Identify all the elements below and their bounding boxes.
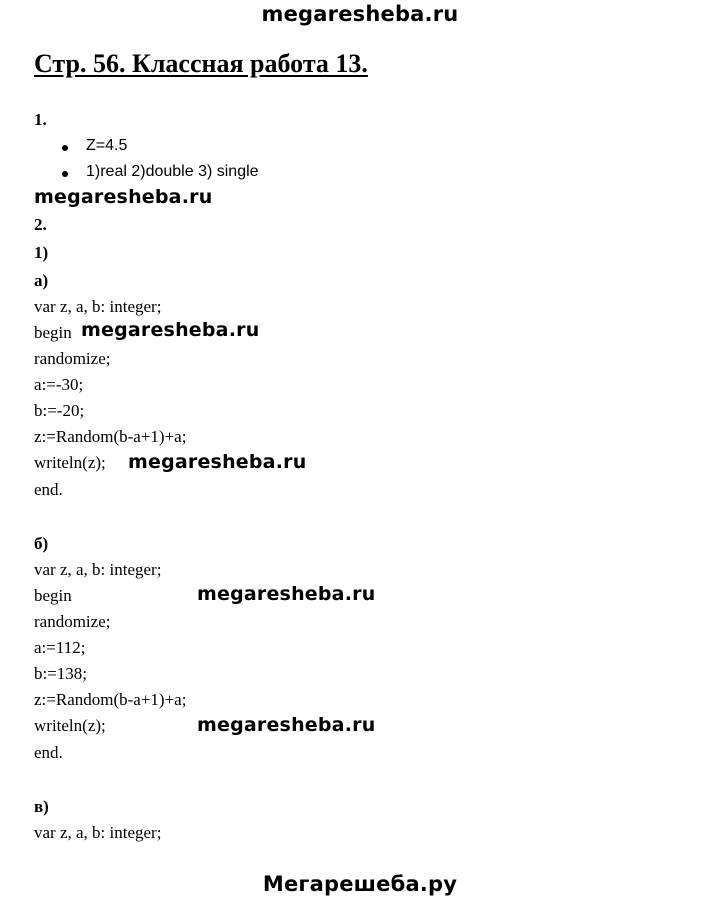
watermark-3: megaresheba.ru: [128, 451, 307, 473]
code-line: begin: [34, 586, 72, 605]
code-line: writeln(z);: [34, 716, 106, 735]
part-c-label: в): [34, 797, 49, 816]
task-1-number: 1.: [34, 110, 47, 129]
code-line: b:=-20;: [34, 401, 85, 420]
code-line: var z, a, b: integer;: [34, 560, 162, 579]
code-line: end.: [34, 743, 63, 762]
code-line: a:=112;: [34, 638, 86, 657]
watermark-5: megaresheba.ru: [197, 714, 376, 736]
watermark-2: megaresheba.ru: [81, 319, 260, 341]
code-line: a:=-30;: [34, 375, 84, 394]
task-2-number: 2.: [34, 215, 47, 234]
code-line: z:=Random(b-a+1)+a;: [34, 427, 187, 446]
code-line: var z, a, b: integer;: [34, 823, 162, 842]
code-line: var z, a, b: integer;: [34, 297, 162, 316]
part-b-label: б): [34, 534, 49, 553]
part-a-label: а): [34, 271, 49, 290]
task-2-subnumber: 1): [34, 243, 49, 262]
page-title: Стр. 56. Классная работа 13.: [34, 49, 368, 78]
bullet-icon: [62, 145, 68, 151]
code-line: begin: [34, 323, 72, 342]
code-line: randomize;: [34, 612, 111, 631]
footer-brand: Мегарешеба.ру: [262, 872, 458, 896]
code-line: b:=138;: [34, 664, 88, 683]
code-line: randomize;: [34, 349, 111, 368]
watermark-top: megaresheba.ru: [261, 2, 459, 26]
watermark-1: megaresheba.ru: [34, 186, 213, 208]
code-line: end.: [34, 480, 63, 499]
code-line: writeln(z);: [34, 453, 106, 472]
watermark-4: megaresheba.ru: [197, 583, 376, 605]
document-page: megaresheba.ru Стр. 56. Классная работа 13. 1. Z=4.5 1)real 2)double 3) single megaresheba.ru 2. 1) а) var z, a, b: integer; begin megaresheba.ru randomize; a:=-30; b:=-20; z:=Random(b-a+1)+a; writeln(z); megaresheba.ru end. б) var z, a, b: integer; begin megaresheba.ru randomize; a:=112; b:=138; z:=Random(b-a+1)+a; writeln(z); megaresheba.ru end. в) var z, a, b: integer; Мегарешеба.ру: [0, 0, 720, 905]
bullet-icon: [62, 171, 68, 177]
code-line: z:=Random(b-a+1)+a;: [34, 690, 187, 709]
